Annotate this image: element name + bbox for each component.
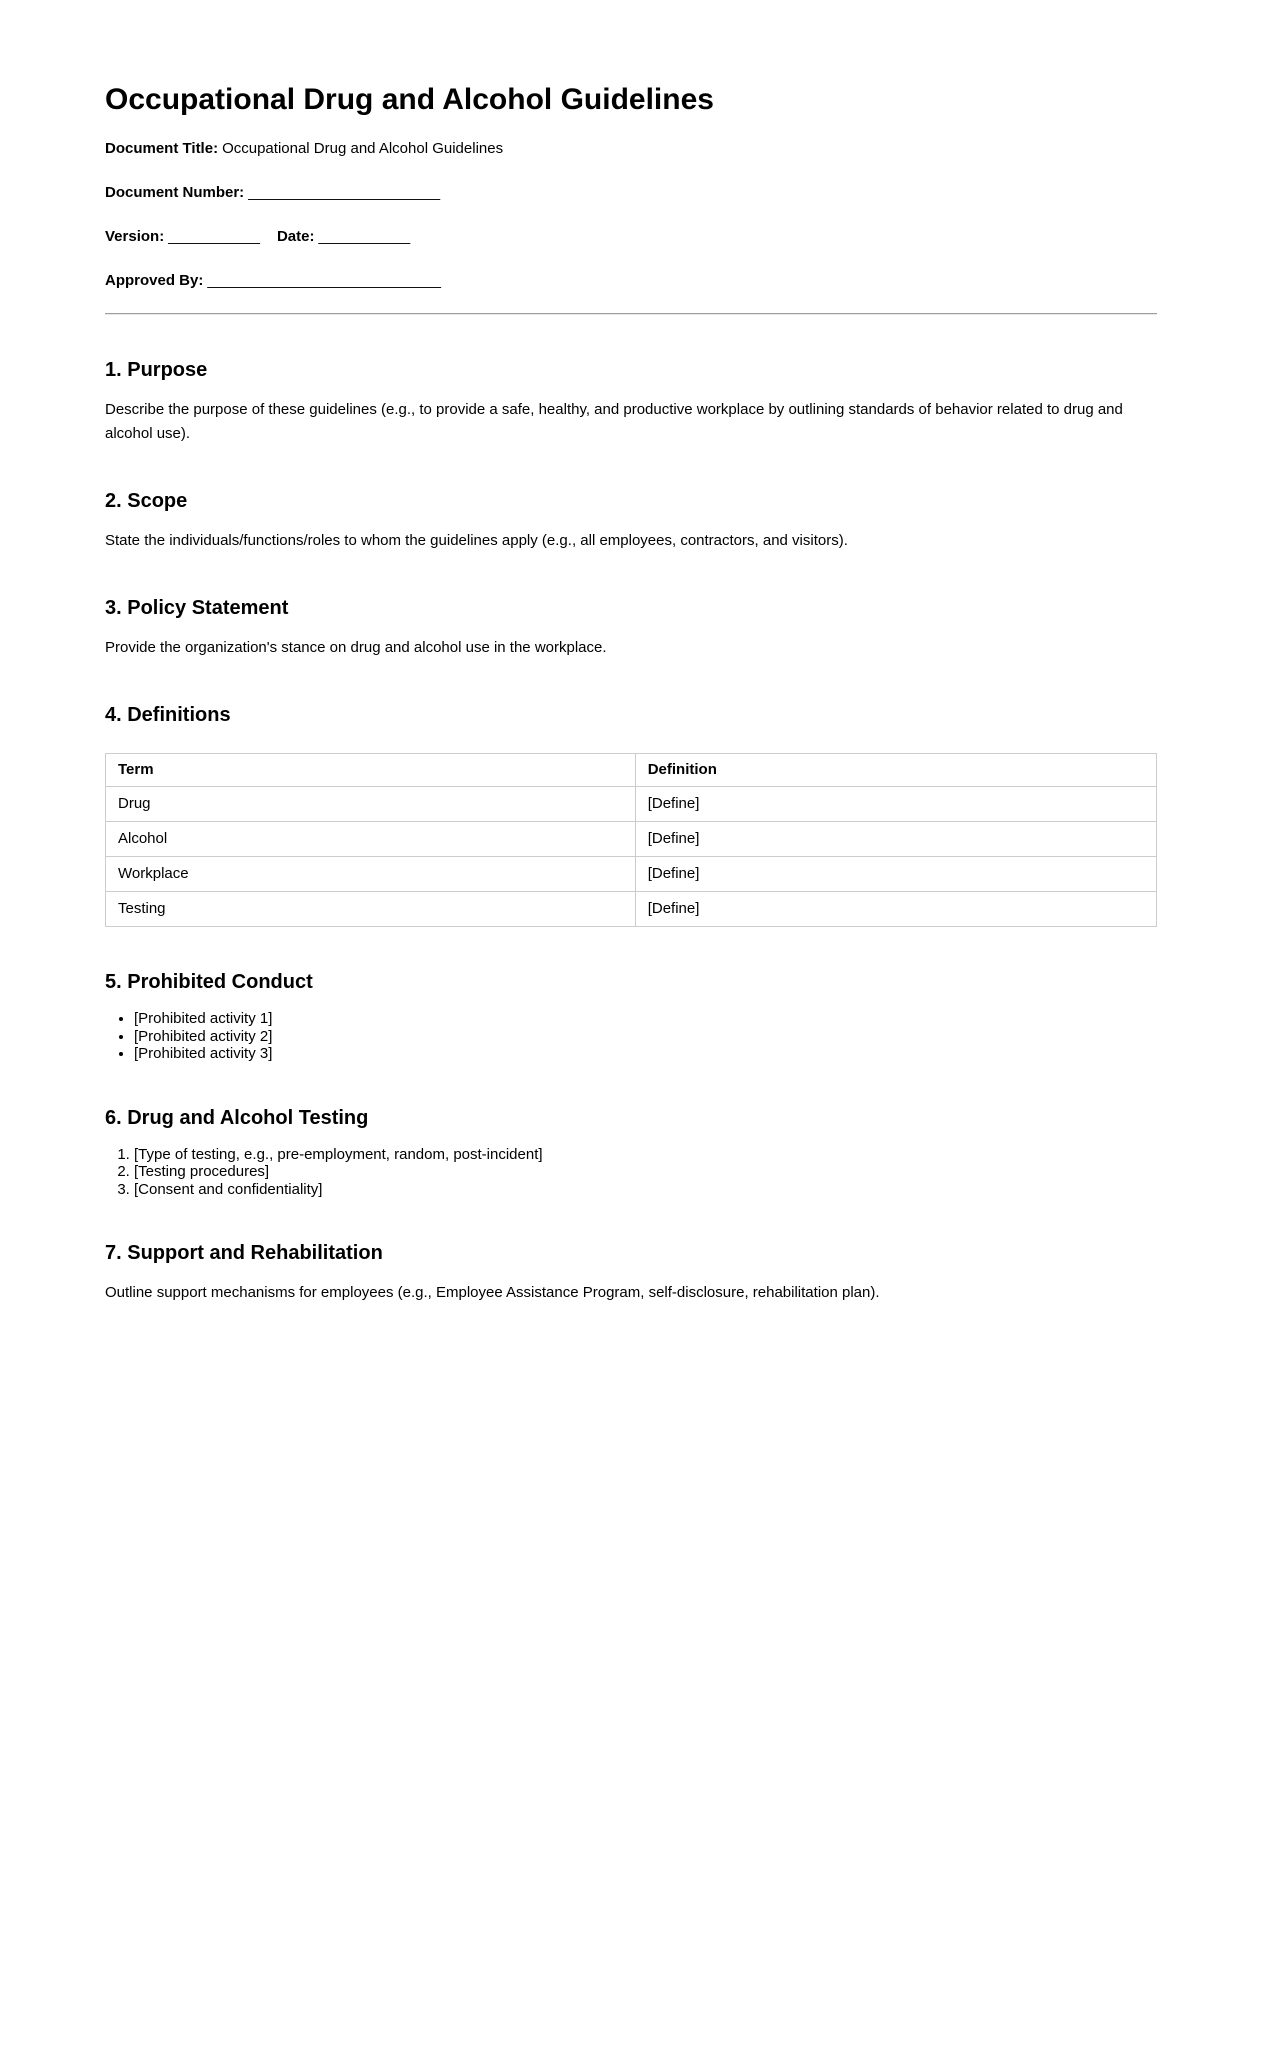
section-policy-statement-body: Provide the organization's stance on drug and alcohol use in the workplace. — [105, 639, 607, 656]
table-row — [106, 787, 1157, 822]
list-item: 1. [Type of testing, e.g., pre-employment, random, post-incident] — [134, 1146, 1157, 1164]
document-number-label: Document Number: — [105, 184, 245, 201]
table-row — [106, 822, 1157, 857]
list-item: • [Prohibited activity 1] — [134, 1010, 1157, 1028]
field-document-number — [105, 181, 1157, 205]
section-purpose-heading: 1. Purpose — [105, 359, 208, 381]
document-title-value: Occupational Drug and Alcohol Guidelines — [222, 140, 504, 157]
page-title: Occupational Drug and Alcohol Guidelines — [105, 83, 714, 116]
definition-cell: [Define] — [635, 857, 1156, 892]
section-testing-heading: 6. Drug and Alcohol Testing — [105, 1106, 369, 1129]
date-label: Date: — [276, 228, 315, 245]
definitions-table-header-definition: Definition — [635, 754, 1156, 787]
definitions-table-header-row — [106, 754, 1157, 787]
document-number-blank: _______________________ — [248, 184, 441, 201]
definition-cell: [Define] — [635, 822, 1156, 857]
term-cell: Alcohol — [106, 822, 636, 857]
prohibited-conduct-list — [105, 1010, 1157, 1063]
list-item: 3. [Consent and confidentiality] — [134, 1181, 1157, 1199]
section-scope-heading: 2. Scope — [105, 490, 188, 512]
definitions-table — [105, 753, 1157, 927]
testing-list — [105, 1146, 1157, 1199]
table-row — [106, 857, 1157, 892]
section-support-body: Outline support mechanisms for employees (e.g., Employee Assistance Program, self-disclosure, rehabilitation plan). — [105, 1284, 880, 1301]
field-version-date — [105, 225, 1157, 249]
approved-by-blank: ____________________________ — [207, 272, 441, 289]
list-item: • [Prohibited activity 3] — [134, 1045, 1157, 1063]
version-blank: ___________ — [168, 228, 260, 245]
list-item: 2. [Testing procedures] — [134, 1163, 1157, 1181]
section-scope-body: State the individuals/functions/roles to whom the guidelines apply (e.g., all employees, contractors, and visitors). — [105, 532, 848, 549]
version-label: Version: — [105, 228, 165, 245]
document-title-label: Document Title: — [105, 140, 219, 157]
term-cell: Testing — [106, 892, 636, 927]
field-document-title — [105, 137, 1157, 161]
definitions-table-header-term: Term — [106, 754, 636, 787]
definition-cell: [Define] — [635, 892, 1156, 927]
term-cell: Drug — [106, 787, 636, 822]
section-prohibited-conduct-heading: 5. Prohibited Conduct — [105, 971, 313, 993]
approved-by-label: Approved By: — [105, 272, 204, 289]
list-item: • [Prohibited activity 2] — [134, 1028, 1157, 1046]
term-cell: Workplace — [106, 857, 636, 892]
header-divider — [105, 313, 1157, 315]
section-definitions-heading: 4. Definitions — [105, 704, 231, 726]
section-policy-statement-heading: 3. Policy Statement — [105, 597, 289, 619]
section-support-heading: 7. Support and Rehabilitation — [105, 1242, 383, 1264]
document-meta — [105, 137, 1157, 293]
field-approved-by — [105, 269, 1157, 293]
definition-cell: [Define] — [635, 787, 1156, 822]
table-row — [106, 892, 1157, 927]
section-purpose-body: Describe the purpose of these guidelines (e.g., to provide a safe, healthy, and productive workplace by outlining standards of behavior related to drug and alcohol use). — [105, 401, 1123, 442]
date-blank: ___________ — [318, 228, 411, 245]
